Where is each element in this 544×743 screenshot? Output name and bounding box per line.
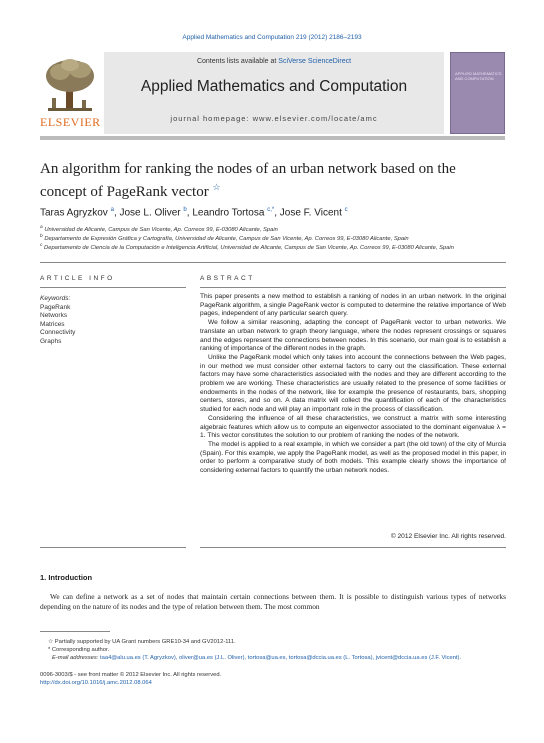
author-affiliation-mark[interactable]: c bbox=[344, 207, 348, 213]
abstract-paragraph: We follow a similar reasoning, adapting the concept of PageRank vector to urban networks. We translate an urban network to graph theory language, where the nodes represent crossings or squares and the edges represent the connections between nodes. In this scenario, our main goal is to establish a ranking of importance of the different nodes in the graph. bbox=[200, 319, 506, 353]
keywords-label: Keywords: bbox=[40, 295, 71, 302]
affiliation-mark: c bbox=[40, 243, 43, 248]
elsevier-tree-icon bbox=[42, 56, 98, 114]
affiliation-b bbox=[40, 234, 409, 242]
journal-banner bbox=[104, 52, 444, 134]
journal-cover-thumbnail[interactable] bbox=[450, 52, 505, 134]
contents-available-line bbox=[104, 58, 444, 65]
doi-block bbox=[40, 672, 221, 687]
author-name: Jose F. Vicent bbox=[279, 207, 342, 219]
affiliation-mark: a bbox=[40, 225, 43, 230]
journal-header bbox=[40, 52, 505, 140]
abstract-paragraph: Considering the influence of all these characteristics, we construct a matrix with some interesting algebraic features which allow us to compute an eigenvector associated to the dominant eigenvalue λ = 1. This vector constitutes the solution to our problem of ranking the nodes of the network. bbox=[200, 414, 506, 440]
copyright-notice: © 2012 Elsevier Inc. All rights reserved. bbox=[390, 533, 506, 540]
doi-link[interactable]: http://dx.doi.org/10.1016/j.amc.2012.08.064 bbox=[40, 679, 152, 686]
homepage-prefix: journal homepage: bbox=[170, 114, 253, 123]
keyword-item: PageRank bbox=[40, 303, 71, 311]
affiliation-text: Departamento de Expresión Gráfica y Cartografía, Universidad de Alicante, Campus de San Vicente, Ap. Correos 99, E-03080 Alicante, Spain bbox=[44, 235, 409, 242]
author-list: Taras Agryzkov $^a$, Jose L. Oliver $^b$, Leandro Tortosa $^{c,*}$, Jose F. Vicent $^c$ bbox=[40, 207, 348, 219]
elsevier-wordmark: ELSEVIER bbox=[40, 115, 101, 129]
author-name: Leandro Tortosa bbox=[192, 207, 265, 219]
footnote-divider bbox=[40, 631, 110, 632]
affiliation-mark: b bbox=[40, 234, 43, 239]
paper-title bbox=[40, 160, 460, 201]
contents-prefix: Contents lists available at bbox=[196, 58, 279, 65]
sciencedirect-link[interactable]: SciVerse ScienceDirect bbox=[278, 58, 352, 65]
keyword-item: Networks bbox=[40, 312, 68, 320]
journal-reference[interactable]: Applied Mathematics and Computation 219 (2012) 2186–2193 bbox=[182, 34, 362, 41]
keyword-item: Matrices bbox=[40, 320, 65, 328]
email-addresses bbox=[40, 654, 510, 662]
footnote-corresponding: * Corresponding author. bbox=[48, 647, 110, 653]
author-name: Taras Agryzkov bbox=[40, 207, 108, 219]
divider bbox=[200, 547, 506, 548]
paper-title-text: An algorithm for ranking the nodes of an urban network based on the concept of PageRank vector bbox=[40, 161, 456, 200]
abstract-paragraph: The model is applied to a real example, in which we consider a part (the old town) of the city of Murcia (Spain). For this example, we apply the PageRank model, as well as the proposed model in this paper, in order to perform a comparative study of both models. This example clearly shows the importance of considering external factors to quantify the urban network nodes. bbox=[200, 440, 506, 475]
issn-line: 0096-3003/$ - see front matter © 2012 Elsevier Inc. All rights reserved. bbox=[40, 672, 222, 678]
cover-title-text: APPLIED MATHEMATICS AND COMPUTATION bbox=[455, 71, 502, 81]
keyword-item: Connectivity bbox=[40, 329, 76, 337]
divider bbox=[200, 287, 506, 288]
article-info-heading: ARTICLE INFO bbox=[40, 275, 115, 282]
introduction-paragraph: We can define a network as a set of nodes that maintain certain connections between them. It is possible to distinguish various types of networks depending on the nature of its nodes and the type of relation between them. The most common bbox=[40, 592, 506, 611]
keyword-item: Graphs bbox=[40, 337, 62, 345]
homepage-link[interactable]: www.elsevier.com/locate/amc bbox=[252, 114, 378, 123]
author-name: Jose L. Oliver bbox=[119, 207, 181, 219]
email-label: E-mail addresses: bbox=[52, 655, 101, 661]
title-footnote-star-icon[interactable]: ☆ bbox=[212, 182, 221, 192]
divider bbox=[40, 287, 186, 288]
affiliation-text: Departamento de Ciencia de la Computación e Inteligencia Artificial, Universidad de Alicante, Campus de San Vicente, Ap. Correos 99, E-03080 Alicante, Spain bbox=[44, 244, 454, 251]
section-heading-introduction: 1. Introduction bbox=[40, 573, 93, 582]
email-links[interactable]: taa4@alu.ua.es (T. Agryzkov), oliver@ua.es (J.L. Oliver), tortosa@ua.es, tortosa@dccia.ua.es (L. Tortosa), jvicent@dccia.ua.es (J.F. Vicent). bbox=[100, 655, 462, 661]
journal-title: Applied Mathematics and Computation bbox=[140, 78, 408, 95]
journal-homepage-line bbox=[104, 114, 444, 123]
abstract-body bbox=[200, 293, 506, 476]
affiliation-c bbox=[40, 243, 454, 251]
affiliation-a bbox=[40, 225, 278, 233]
keywords-block bbox=[40, 295, 75, 347]
divider bbox=[40, 262, 506, 263]
abstract-paragraph: Unlike the PageRank model which only takes into account the connections between the Web pages, in our method we must consider other external factors to carry out the classification. These external factors may have some characteristics associated with the nodes and they are different according to the problem we are working. These characteristics are usually related to the presence of some facilities or endowments in the nodes of the network, like for example the presence of restaurants, bars, shopping centers, stores, and so on. A data matrix will collect the quantification of each of the characteristics studied for each node and will play an important role in the process of classification. bbox=[200, 353, 506, 414]
abstract-heading: ABSTRACT bbox=[200, 275, 255, 282]
elsevier-logo[interactable] bbox=[40, 52, 100, 134]
author-affiliation-mark[interactable]: b bbox=[183, 207, 187, 213]
author-affiliation-mark[interactable]: a bbox=[110, 207, 114, 213]
author-affiliation-mark[interactable]: c,* bbox=[267, 207, 275, 213]
footnotes bbox=[40, 638, 510, 662]
footnote-funding: ☆ Partially supported by UA Grant numbers GRE10-34 and GV2012-111. bbox=[48, 639, 236, 645]
affiliation-text: Universidad de Alicante, Campus de San Vicente, Ap. Correos 99, E-03080 Alicante, Spain bbox=[44, 226, 278, 233]
divider bbox=[40, 547, 186, 548]
abstract-paragraph: This paper presents a new method to establish a ranking of nodes in an urban network. In the original PageRank algorithm, a single PageRank vector is computed to determine the relative importance of Web pages, independent of any particular search query. bbox=[200, 293, 506, 318]
